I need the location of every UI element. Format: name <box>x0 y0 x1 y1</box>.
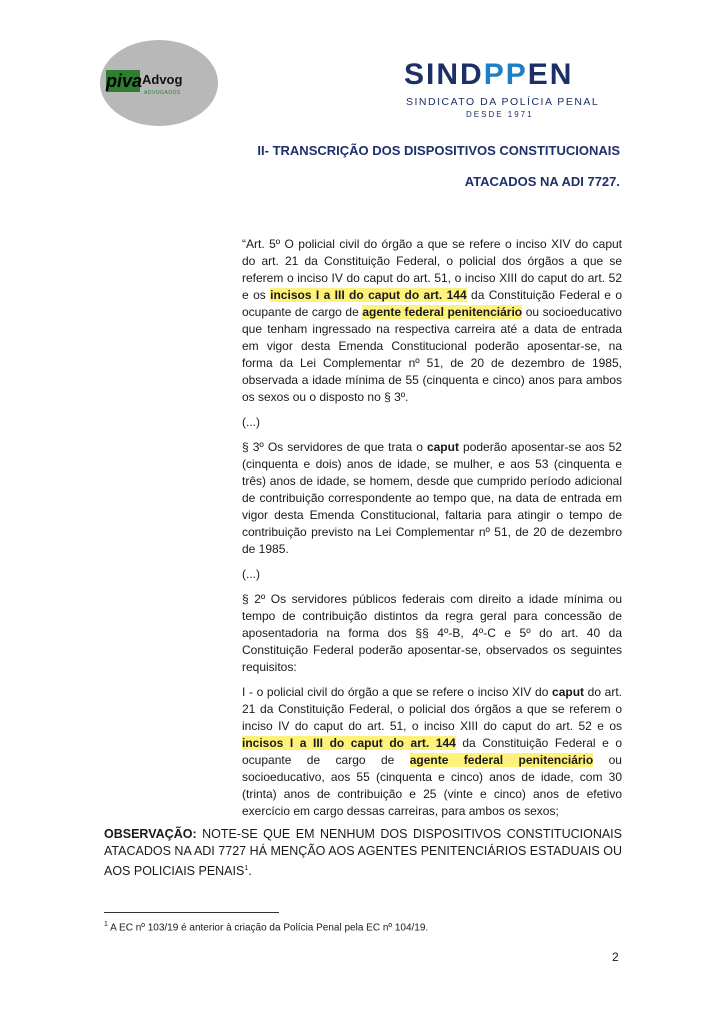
inciso-i-paragraph: I - o policial civil do órgão a que se refere o inciso XIV do caput do art. 21 da Constituição Federal, o policial dos órgãos a que se referem o inciso IV do caput do art. 51, o inciso XIII do caput do art. 52 e os incisos I a III do caput do art. 144 da Constituição Federal e o ocupante de cargo de agente federal penitenciário ou socioeducativo, aos 55 (cinquenta e cinco) anos de idade, com 30 (trinta) anos de contribuição e 25 (vinte e cinco) anos de efetivo exercício em cargo dessas carreiras, para ambos os sexos; <box>242 685 623 818</box>
section-title-line1: II- TRANSCRIÇÃO DOS DISPOSITIVOS CONSTITUCIONAIS <box>257 143 620 158</box>
sindppen-subtitle: SINDICATO DA POLÍCIA PENAL <box>406 96 600 108</box>
observation-label: OBSERVAÇÃO: <box>104 827 197 841</box>
constitutional-quote <box>242 236 622 828</box>
observation-note: OBSERVAÇÃO: NOTE-SE QUE EM NENHUM DOS DISPOSITIVOS CONSTITUCIONAIS ATACADOS NA ADI 7727 HÁ MENÇÃO AOS AGENTES PENITENCIÁRIOS ESTADUAIS OU AOS POLICIAIS PENAIS$^1$. <box>104 827 622 879</box>
footnote: $^1$ A EC nº 103/19 é anterior à criação da Polícia Penal pela EC nº 104/19. <box>104 921 429 934</box>
paragraph-3: § 3º Os servidores de que trata o caput poderão aposentar-se aos 52 (cinquenta e dois) anos de idade, se mulher, e aos 53 (cinquenta e três) anos de idade, se homem, desde que cumprido período adicional de contribuição correspondente ao tempo que, na data de entrada em vigor desta Emenda Constitucional, faltaria para atingir o tempo de contribuição previsto na Lei Complementar nº 51, de 20 de dezembro de 1985. <box>242 440 622 556</box>
page-number: 2 <box>612 950 619 964</box>
ellipsis-2: (...) <box>242 567 260 581</box>
advog-logo-text: Advog <box>142 72 183 87</box>
footnote-divider <box>104 912 279 913</box>
sindppen-wordmark: SINDPPEN <box>404 58 574 91</box>
section-title-line2: ATACADOS NA ADI 7727. <box>464 174 620 189</box>
sindppen-logo <box>404 58 604 128</box>
advog-logo-sub: ADVOGADOS <box>144 90 181 96</box>
observation-text: NOTE-SE QUE EM NENHUM DOS DISPOSITIVOS CONSTITUCIONAIS ATACADOS NA ADI 7727 HÁ MENÇÃO AOS AGENTES PENITENCIÁRIOS ESTADUAIS OU AOS POLICIAIS PENAIS <box>104 827 622 879</box>
footnote-reference: 1 <box>244 865 249 872</box>
paragraph-2: § 2º Os servidores públicos federais com direito a idade mínima ou tempo de contribuição distintos da regra geral para concessão de aposentadoria na forma dos §§ 4º-B, 4º-C e 5º do art. 40 da Constituição Federal poderão aposentar-se, observados os seguintes requisitos: <box>242 592 622 674</box>
piva-advog-logo <box>100 40 218 126</box>
piva-logo-mark: piva <box>106 71 143 91</box>
sindppen-year: DESDE 1971 <box>466 110 534 119</box>
art5-paragraph: “Art. 5º O policial civil do órgão a que se refere o inciso XIV do caput do art. 21 da Constituição Federal, o policial dos órgãos a que se referem o inciso IV do caput do art. 51, o inciso XIII do caput do art. 52 e os incisos I a III do caput do art. 144 da Constituição Federal e o ocupante de cargo de agente federal penitenciário ou socioeducativo que tenham ingressado na respectiva carreira até a data de entrada em vigor desta Emenda Constitucional poderão aposentar-se, na forma da Lei Complementar nº 51, de 20 de dezembro de 1985, observada a idade mínima de 55 (cinquenta e cinco) anos para ambos os sexos ou o disposto no § 3º. <box>242 237 623 404</box>
ellipsis-1: (...) <box>242 415 260 429</box>
